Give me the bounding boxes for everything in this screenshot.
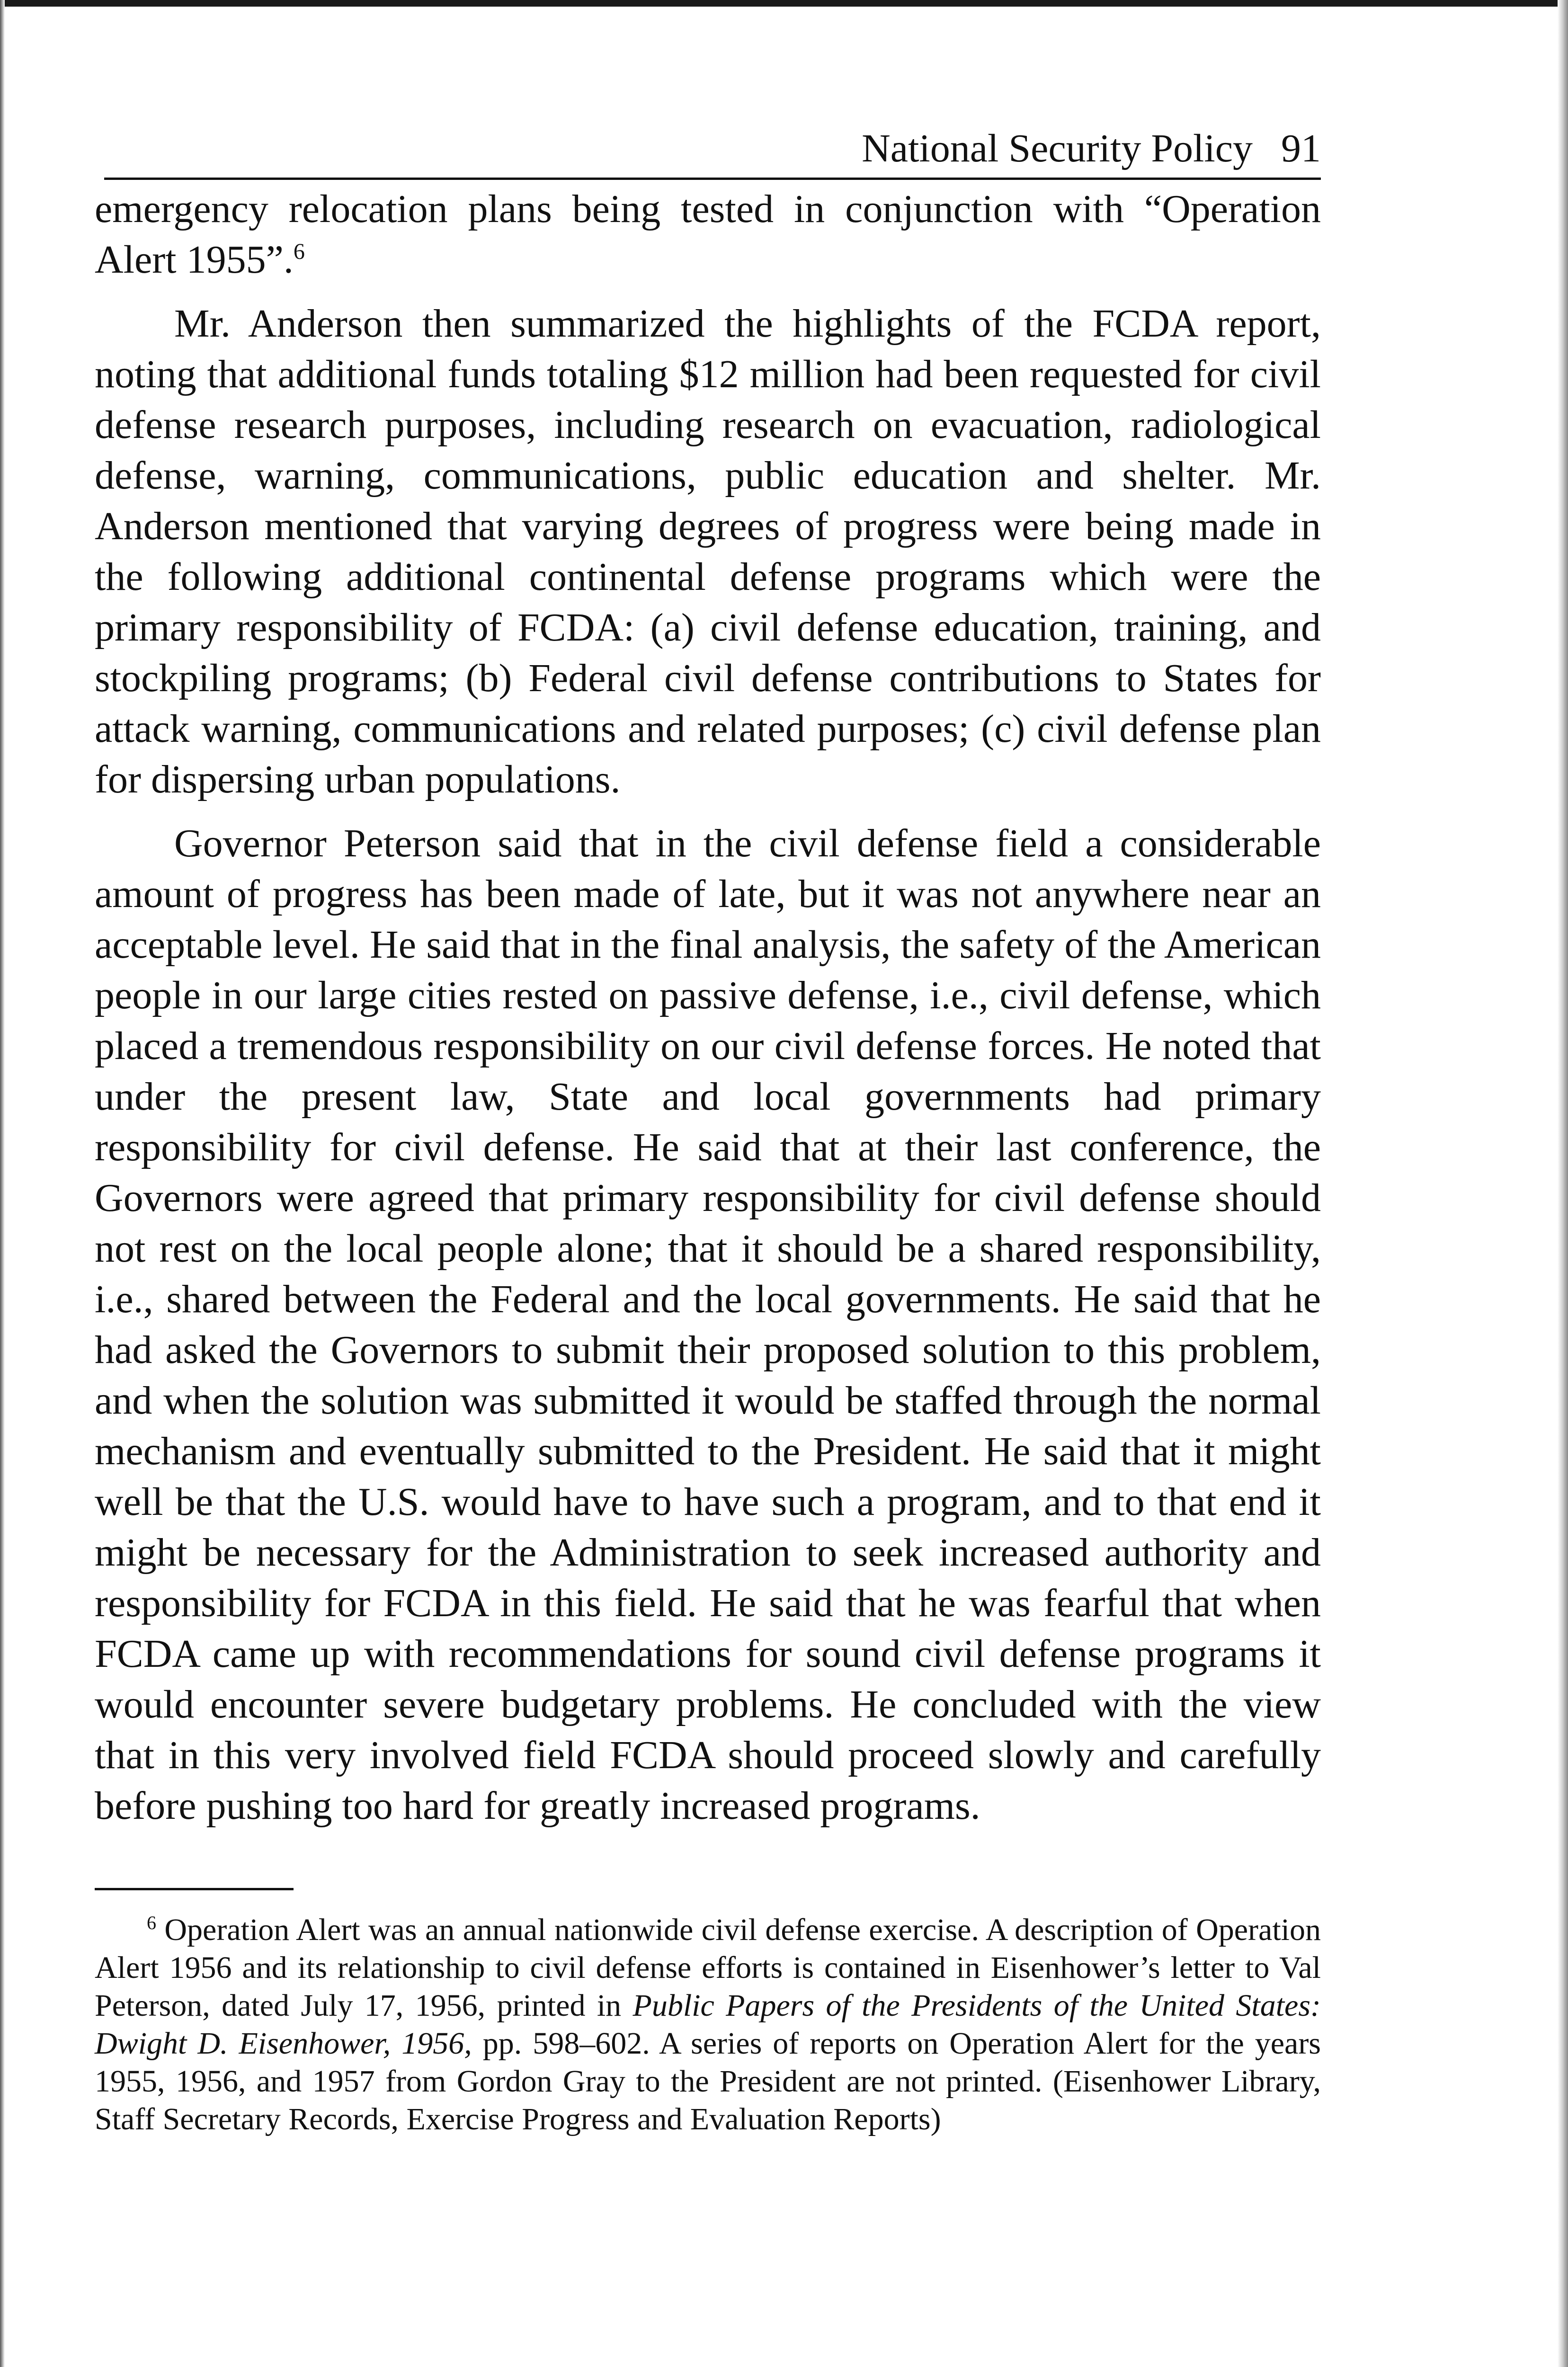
page-number: 91 xyxy=(1281,126,1321,170)
running-head-text xyxy=(862,126,1321,170)
footnote-text-2: pp. 598–602. A series of reports on Operation Alert for the years 1955, 1956, and 1957 from Gordon Gray to the President are not printed. (Eisenhower Library, Staff Secretary Records, Exercise Progress and Evaluation Reports) xyxy=(95,2026,1321,2136)
scan-edge-left xyxy=(0,0,5,2367)
body-text xyxy=(95,184,1321,1831)
running-head-rule xyxy=(104,178,1321,180)
running-head xyxy=(95,123,1321,180)
footnote-publication-title: Public Papers of the Presidents of the United States: Dwight D. Eisenhower, 1956, xyxy=(95,1988,1321,2061)
running-head-title: National Security Policy xyxy=(862,126,1253,170)
footnote-text-1: Operation Alert was an annual nationwide civil defense exercise. A description of Operation Alert 1956 and its relationship to civil defense efforts is contained in Eisenhower’s letter to Val Peterson, dated July 17, 1956, printed in xyxy=(95,1913,1321,2023)
paragraph-1-text: emergency relocation plans being tested in conjunction with “Operation Alert 1955”. xyxy=(95,187,1321,282)
footnote-number: 6 xyxy=(147,1912,156,1933)
footnote-separator xyxy=(95,1888,294,1890)
book-page xyxy=(95,123,1321,2170)
paragraph-continued xyxy=(95,184,1321,285)
scan-edge-top xyxy=(0,0,1568,7)
paragraph-anderson: Mr. Anderson then summarized the highlights of the FCDA report, noting that additional funds totaling $12 million had been requested for civil defense research purposes, including research on evacuation, radiological defense, warning, communications, public education and shelter. Mr. Anderson mentioned that varying degrees of progress were being made in the following additional continental defense programs which were the primary responsibility of FCDA: (a) civil defense education, training, and stockpiling programs; (b) Federal civil defense contributions to States for attack warning, communications and related purposes; (c) civil defense plan for dispersing urban populations. xyxy=(95,302,1321,801)
paragraph-peterson: Governor Peterson said that in the civil defense field a considerable amount of progress has been made of late, but it was not anywhere near an acceptable level. He said that in the final analysis, the safety of the American people in our large cities rested on passive defense, i.e., civil defense, which placed a tremendous responsibility on our civil defense forces. He noted that under the present law, State and local governments had primary responsibility for civil defense. He said that at their last conference, the Governors were agreed that primary responsibility for civil defense should not rest on the local people alone; that it should be a shared responsibility, i.e., shared between the Federal and the local governments. He said that he had asked the Governors to submit their proposed solution to this problem, and when the solution was submitted it would be staffed through the normal mechanism and eventually submitted to the President. He said that it might well be that the U.S. would have to have such a program, and to that end it might be necessary for the Administration to seek increased authority and responsibility for FCDA in this field. He said that he was fearful that when FCDA came up with recommendations for sound civil defense programs it would encounter severe budgetary problems. He concluded with the view that in this very involved field FCDA should proceed slowly and carefully before pushing too hard for greatly increased programs. xyxy=(95,821,1321,1828)
footnote xyxy=(95,1911,1321,2138)
footnote-reference: 6 xyxy=(293,239,305,264)
scan-edge-right xyxy=(1558,0,1568,2367)
